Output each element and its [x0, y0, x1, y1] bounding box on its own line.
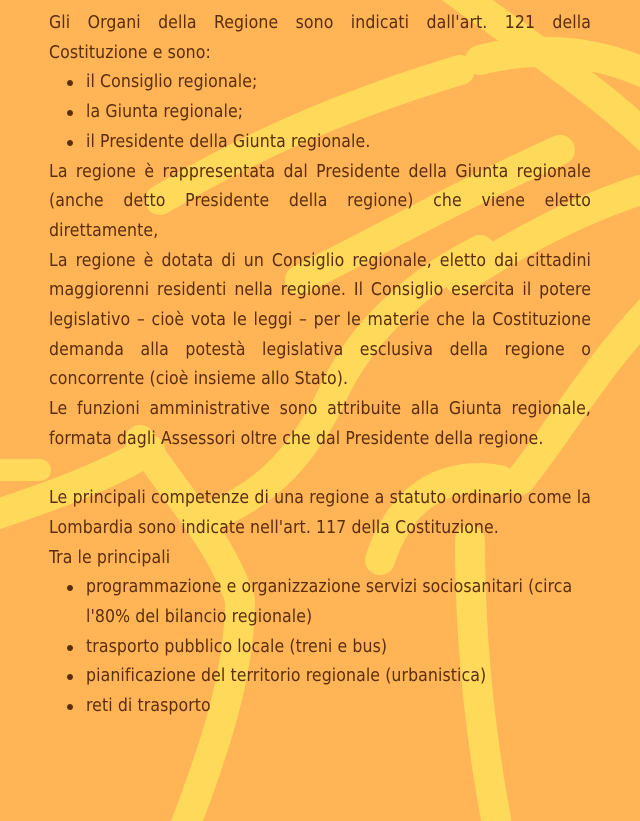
tra-le-principali-text: Tra le principali	[49, 547, 171, 568]
competenze-list	[49, 573, 591, 722]
consiglio-paragraph: La regione è dotata di un Consiglio regionale, eletto dai cittadini maggiorenni residenti nella regione. Il Consiglio esercita il potere legislativo – cioè vota le leggi – per le materie che la Costituzione demanda alla potestà legislativa esclusiva della regione o concorrente (cioè insieme allo Stato).	[49, 250, 591, 390]
list-item: reti di trasporto	[86, 692, 591, 722]
presidente-paragraph: La regione è rappresentata dal Presidente della Giunta regionale (anche detto Presidente della regione) che viene eletto direttamente,	[49, 161, 591, 241]
list-item: il Presidente della Giunta regionale.	[86, 128, 591, 158]
spacer	[49, 455, 591, 485]
document-body	[49, 9, 591, 722]
competenze-paragraph: Le principali competenze di una regione a statuto ordinario come la Lombardia sono indicate nell'art. 117 della Costituzione.	[49, 488, 591, 538]
organi-list	[49, 68, 591, 157]
list-item: trasporto pubblico locale (treni e bus)	[86, 633, 591, 663]
giunta-paragraph: Le funzioni amministrative sono attribuite alla Giunta regionale, formata dagli Assessori oltre che dal Presidente della regione.	[49, 399, 591, 449]
list-item: programmazione e organizzazione servizi sociosanitari (circa l'80% del bilancio regionale)	[86, 573, 591, 632]
list-item: pianificazione del territorio regionale (urbanistica)	[86, 662, 591, 692]
list-item: il Consiglio regionale;	[86, 68, 591, 98]
list-item: la Giunta regionale;	[86, 98, 591, 128]
intro-paragraph: Gli Organi della Regione sono indicati dall'art. 121 della Costituzione e sono:	[49, 13, 591, 63]
